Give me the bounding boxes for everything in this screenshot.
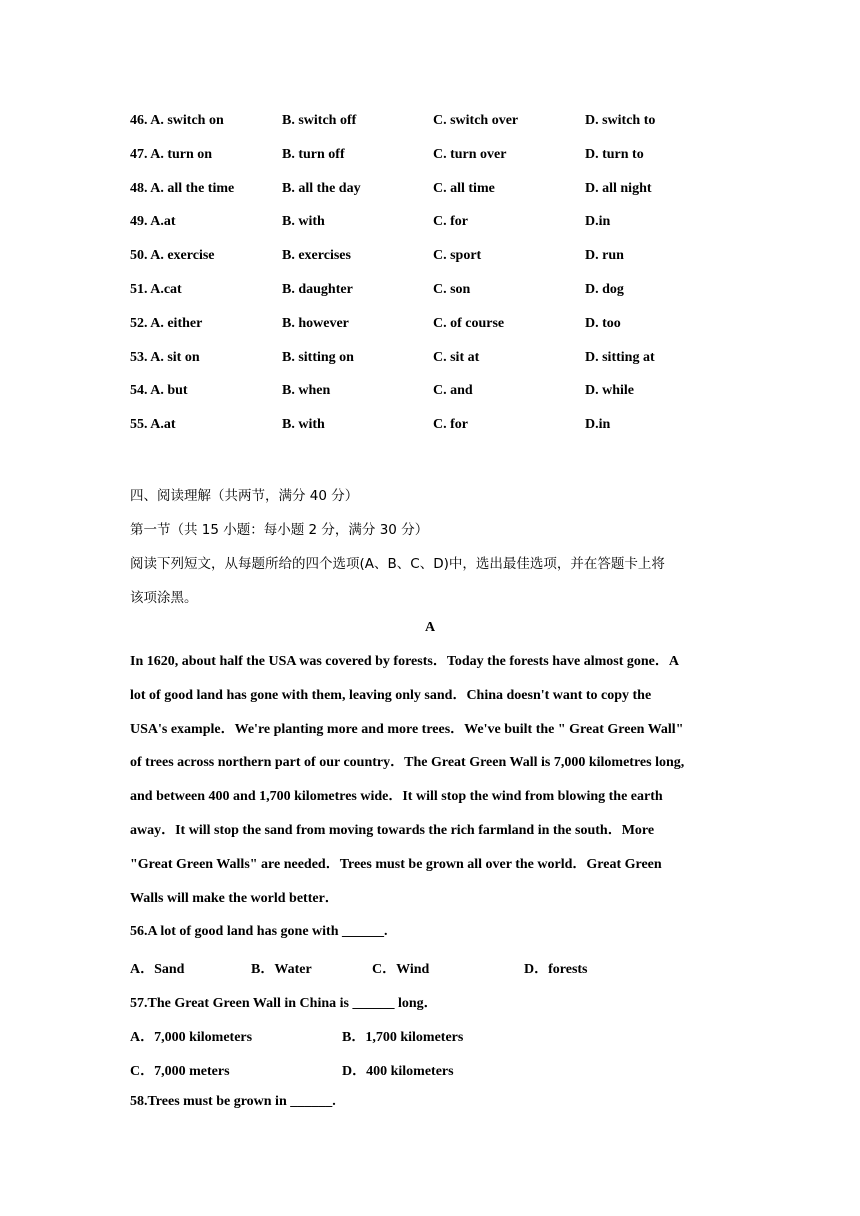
instruction-line-2: 该项涂黑。 [130,590,198,606]
option-c: C. turn over [433,146,507,162]
passage-label: A [424,620,436,635]
passage-line: Walls will make the world better． [130,890,339,906]
passage-line: and between 400 and 1,700 kilometres wide．It will stop the wind from blowing the earth [130,789,663,805]
question-58-stem: 58.Trees must be grown in ______. [130,1094,336,1109]
question-57-option-c: C．7,000 meters [130,1064,230,1079]
option-a: 47. A. turn on [130,146,213,162]
passage-line: "Great Green Walls" are needed．Trees must be grown all over the world．Great Green [130,856,662,872]
option-d: D.in [585,417,611,433]
option-a: 51. A.cat [130,281,182,297]
option-c: C. son [433,281,471,297]
option-d: D. run [585,248,624,264]
question-57-stem: 57.The Great Green Wall in China is ______ long． [130,996,438,1011]
passage-line: In 1620, about half the USA was covered by forests．Today the forests have almost gone．A [130,654,680,669]
passage-line: away．It will stop the sand from moving towards the rich farmland in the south．More [130,822,655,838]
option-a: 46. A. switch on [130,113,224,128]
option-c: C. sit at [433,349,480,365]
passage-line: lot of good land has gone with them, leaving only sand．China doesn't want to copy the [130,687,652,703]
option-b: B. exercises [282,248,351,264]
reading-passage [130,651,732,921]
option-b: B. sitting on [282,349,354,365]
option-b: B. with [282,417,325,433]
question-56-option-c: C．Wind [372,962,430,977]
option-c: C. for [433,214,468,230]
option-c: C. all time [433,180,495,196]
option-b: B. switch off [282,113,357,128]
option-c: C. sport [433,248,482,264]
question-56-option-b: B．Water [251,962,312,977]
option-b: B. all the day [282,180,361,196]
option-a: 52. A. either [130,315,203,331]
option-c: C. of course [433,315,505,331]
option-d: D. all night [585,180,652,196]
option-a: 55. A.at [130,417,176,433]
option-d: D. sitting at [585,349,655,365]
option-a: 50. A. exercise [130,248,215,264]
option-b: B. when [282,383,331,399]
instruction-line-1: 阅读下列短文，从每题所给的四个选项(A、B、C、D)中，选出最佳选项，并在答题卡上将 [130,556,665,572]
option-d: D. turn to [585,146,644,162]
part-title: 第一节（共 15 小题：每小题 2 分，满分 30 分） [130,522,429,538]
passage-line: USA's example．We're planting more and more trees．We've built the " Great Green Wall" [130,721,684,737]
option-d: D.in [585,214,611,230]
option-a: 54. A. but [130,383,188,399]
option-a: 49. A.at [130,214,176,230]
section-title: 四、阅读理解（共两节，满分 40 分） [130,488,359,504]
option-b: B. daughter [282,281,353,297]
question-57-option-b: B．1,700 kilometers [342,1030,464,1045]
option-c: C. and [433,383,473,399]
option-b: B. turn off [282,146,345,162]
option-b: B. with [282,214,325,230]
option-d: D. dog [585,281,624,297]
passage-line: of trees across northern part of our country．The Great Green Wall is 7,000 kilometres long, [130,755,685,771]
question-56-option-d: D．forests [524,962,588,977]
option-a: 53. A. sit on [130,349,200,365]
question-56-option-a: A．Sand [130,962,185,977]
question-57-option-d: D．400 kilometers [342,1064,454,1079]
option-d: D. while [585,383,634,399]
option-c: C. switch over [433,113,519,128]
option-a: 48. A. all the time [130,180,235,196]
option-d: D. too [585,315,621,331]
option-b: B. however [282,315,349,331]
option-d: D. switch to [585,113,656,128]
question-57-option-a: A．7,000 kilometers [130,1030,253,1045]
option-c: C. for [433,417,468,433]
question-56-stem: 56.A lot of good land has gone with ______. [130,924,388,939]
